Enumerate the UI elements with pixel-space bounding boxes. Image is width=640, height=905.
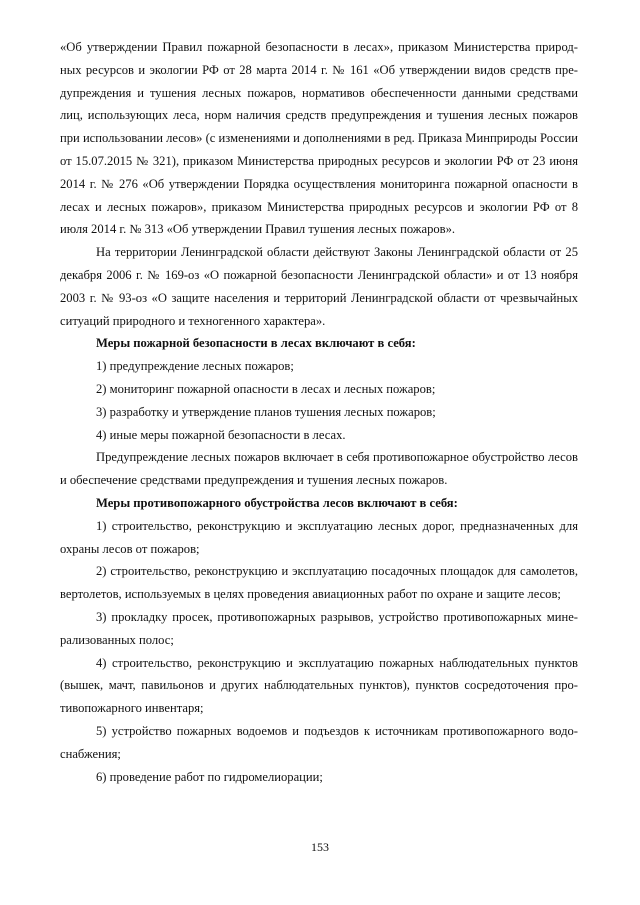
list-item-firebreaks: 3) прокладку просек, противопожарных разрывов, устройство противопожарных минерализованных полос; [60, 609, 578, 647]
paragraph-prevention-definition: Предупреждение лесных пожаров включает в себя противопожарное обустройство лесов и обеспечение средствами предупреждения и тушения лесных пожаров. [60, 450, 578, 488]
heading-arrangement-measures: Меры противопожарного обустройства лесов включают в себя: [96, 495, 458, 510]
document-page [60, 36, 578, 788]
paragraph-legal-acts: «Об утверждении Правил пожарной безопасности в лесах», приказом Министерства природных ресурсов и экологии РФ от 28 марта 2014 г. № 161 «Об утверждении видов средств предупреждения и тушения лесных пожаров, нормативов обеспеченности данными средствами лиц, использующих леса, норм наличия средств предупреждения и тушения лесных пожаров при использовании лесов» (с изменениями и дополнениями в ред. Приказа Минприроды России от 15.07.2015 № 321), приказом Министерства природных ресурсов и экологии РФ от 23 июня 2014 г. № 276 «Об утверждении Порядка осуществления мониторинга пожарной опасности в лесах и лесных пожаров», приказом Министерства природных ресурсов и экологии РФ от 8 июля 2014 г. № 313 «Об утверждении Правил тушения лесных пожаров». [60, 40, 578, 237]
list-item-landing-sites: 2) строительство, реконструкцию и эксплуатацию посадочных площадок для самолетов, вертолетов, используемых в целях проведения авиационных работ по охране и защите лесов; [60, 564, 578, 602]
heading-fire-safety-measures: Меры пожарной безопасности в лесах включают в себя: [96, 336, 416, 351]
list-item-observation-posts: 4) строительство, реконструкцию и эксплуатацию пожарных наблюдательных пунктов (вышек, мачт, павильонов и других наблюдательных пунктов), пунктов сосредоточения противопожарного инвентаря; [60, 655, 578, 716]
list-item-other-measures: 4) иные меры пожарной безопасности в лесах. [96, 427, 346, 442]
list-item-monitoring: 2) мониторинг пожарной опасности в лесах и лесных пожаров; [96, 381, 436, 396]
paragraph-regional-laws: На территории Ленинградской области действуют Законы Ленинградской области от 25 декабря 2006 г. № 169-оз «О пожарной безопасности Ленинградской области» и от 13 ноября 2003 г. № 93-оз «О защите населения и территорий Ленинградской области от чрезвычайных ситуаций природного и техногенного характера». [60, 245, 578, 328]
list-item-hydromelioration: 6) проведение работ по гидромелиорации; [96, 769, 323, 784]
list-item-forest-roads: 1) строительство, реконструкцию и эксплуатацию лесных дорог, предназначенных для охраны лесов от пожаров; [60, 518, 578, 556]
list-item-water-reservoirs: 5) устройство пожарных водоемов и подъездов к источникам противопожарного водоснабжения; [60, 723, 578, 761]
page-number: 153 [311, 840, 329, 854]
list-item-planning: 3) разработку и утверждение планов тушения лесных пожаров; [96, 404, 436, 419]
list-item-prevention: 1) предупреждение лесных пожаров; [96, 359, 294, 374]
